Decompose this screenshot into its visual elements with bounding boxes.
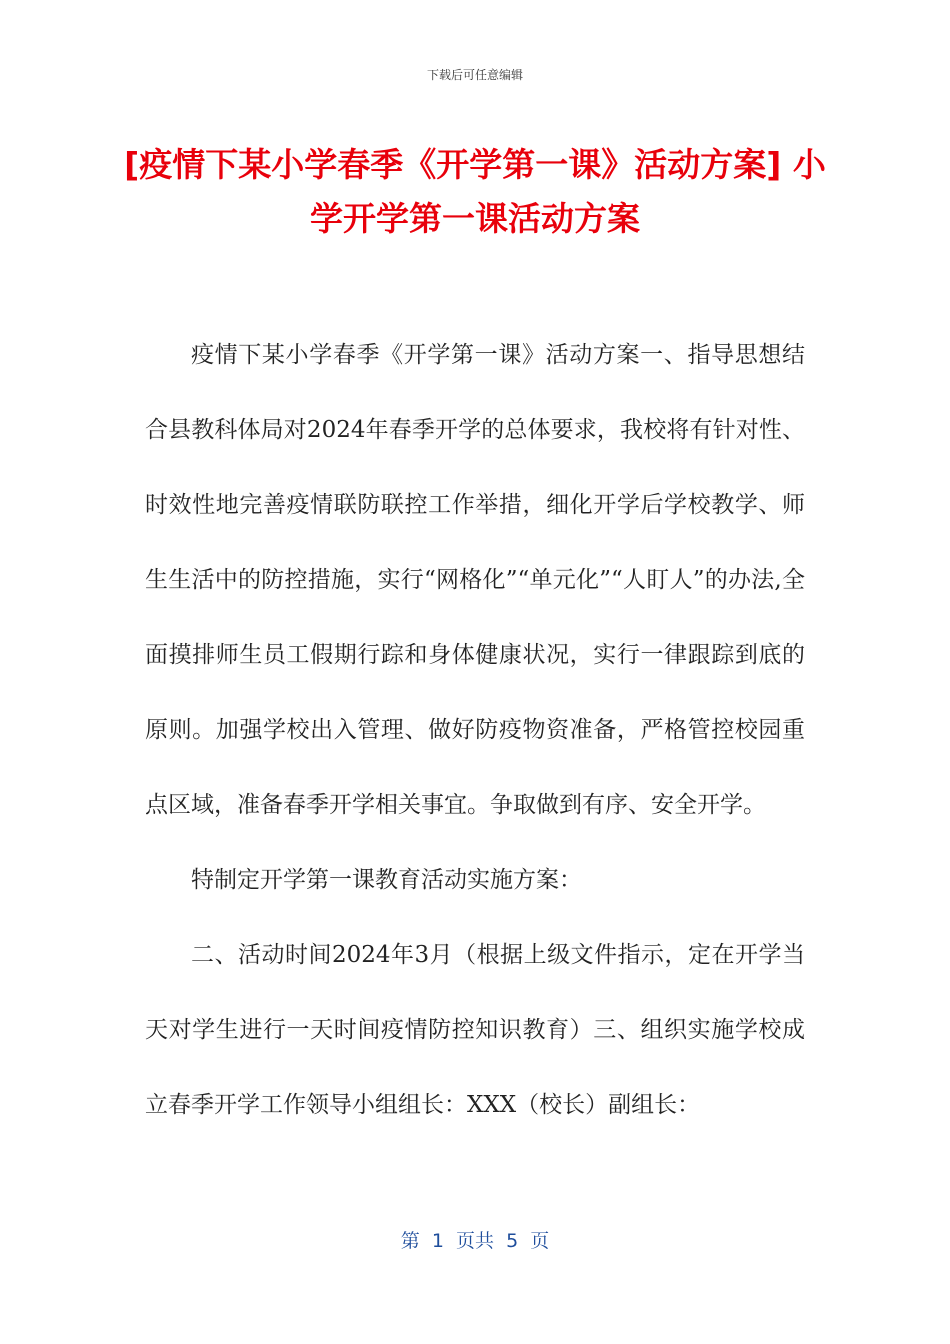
paragraph-plan-statement: 特制定开学第一课教育活动实施方案： <box>191 867 582 893</box>
page-number: 第 1 页共 5 页 <box>400 1230 550 1252</box>
document-title: [疫情下某小学春季《开学第一课》活动方案] 小学开学第一课活动方案 <box>124 145 826 238</box>
paragraph-guiding-thought: 疫情下某小学春季《开学第一课》活动方案一、指导思想结合县教科体局对2024年春季开学的总体要求，我校将有针对性、时效性地完善疫情联防联控工作举措，细化开学后学校教学、师生生活中的防控措施，实行“网格化”“单元化”“人盯人”的办法,全面摸排师生员工假期行踪和身体健康状况，实行一律跟踪到底的原则。加强学校出入管理、做好防疫物资准备，严格管控校园重点区域，准备春季开学相关事宜。争取做到有序、安全开学。 <box>145 342 805 818</box>
paragraph-activity-time: 二、活动时间2024年3月（根据上级文件指示，定在开学当天对学生进行一天时间疫情防控知识教育）三、组织实施学校成立春季开学工作领导小组组长：XXX（校长）副组长： <box>145 942 805 1118</box>
header-note: 下载后可任意编辑 <box>426 68 523 82</box>
document-body <box>145 318 805 1143</box>
